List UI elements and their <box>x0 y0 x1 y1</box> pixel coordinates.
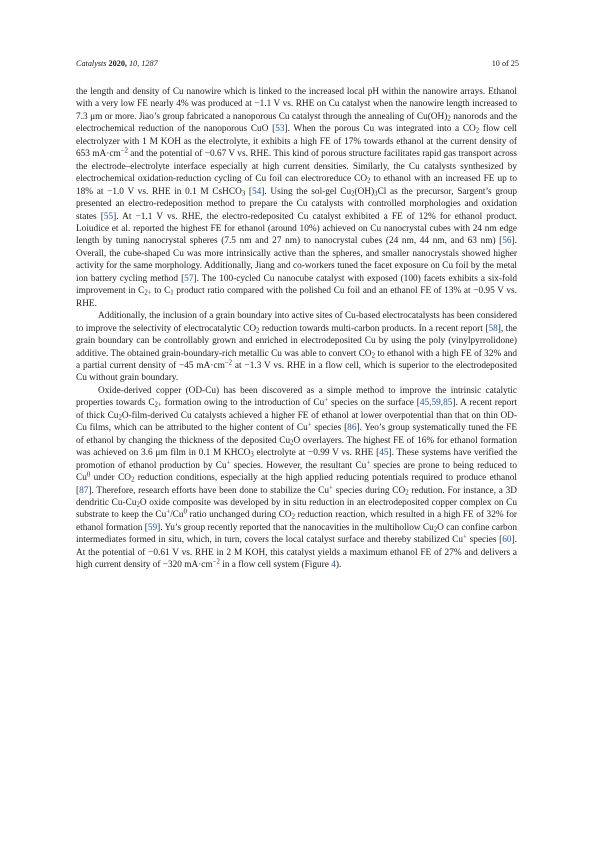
text-run: [ <box>245 186 252 197</box>
subscript: 2 <box>475 127 480 135</box>
subscript: 2 <box>118 414 122 422</box>
subscript: 2+ <box>144 289 152 297</box>
text-run: to ethanol with a high FE of 32% and a partial current density of −45 mA·cm <box>76 348 517 371</box>
subscript: 2 <box>351 190 355 198</box>
citation-link[interactable]: 57 <box>184 273 194 284</box>
text-run: in a flow cell system (Figure <box>219 560 332 571</box>
citation-link[interactable]: 59 <box>147 522 158 533</box>
subscript: 2 <box>136 501 140 509</box>
superscript: + <box>366 459 371 467</box>
text-run: Cl as the precursor, Sargent’s group presented an electro-redeposition method to prepare the Cu catalysts with controlled morphologies and oxidation states [ <box>76 186 518 222</box>
superscript: + <box>166 508 171 516</box>
text-run: to C <box>151 286 171 297</box>
text-run: species are prone to being reduced to Cu <box>76 460 517 484</box>
subscript: 2 <box>130 476 135 484</box>
text-run: nanorods and the electrochemical reduction of the nanoporous CuO [ <box>76 111 517 135</box>
text-run: species during CO <box>332 485 406 496</box>
citation-link[interactable]: 56 <box>502 236 512 247</box>
text-run: Additionally, the inclusion of a grain boundary into active sites of Cu-based electrocatalysts has been considered to improve the selectivity of electrocatalytic CO <box>76 311 517 334</box>
text-run: ]. Yeo’s group systematically tuned the FE of ethanol by changing the thickness of the deposited Cu <box>76 423 518 446</box>
citation-link[interactable]: 45,59,85 <box>419 398 453 409</box>
text-run: O-film-derived Cu catalysts achieved a higher FE of ethanol at lower overpotential than that on thin OD-Cu films, which can be attributed to the higher content of Cu <box>76 410 517 434</box>
article-body <box>76 86 517 572</box>
citation-link[interactable]: 53 <box>275 124 285 135</box>
text-run: ]. Overall, the cube-shaped Cu was more intrinsically active than the spheres, and smaller nanocrystals showed higher activity for the same morphology. Additionally, Jiang and co-workers tuned the facet exposure on Cu foil by the metal ion battery cycling method [ <box>76 236 517 284</box>
text-run: ). <box>335 560 342 571</box>
text-run: species [ <box>466 535 503 546</box>
subscript: 1 <box>170 289 174 297</box>
text-run: species [ <box>311 423 348 434</box>
body-paragraph <box>76 310 517 385</box>
text-run: to ethanol with an increased FE up to 18% at −1.0 V vs. RHE in 0.1 M CsHCO <box>76 174 517 197</box>
subscript: 2 <box>405 489 409 496</box>
journal-year: 2020, <box>108 58 127 68</box>
text-run: /Cu <box>170 510 184 521</box>
superscript: −2 <box>224 359 233 367</box>
text-run: species. However, the resultant Cu <box>230 460 367 471</box>
text-run: product ratio compared with the polished Cu foil and an ethanol FE of 13% at −0.95 V vs. RHE. <box>76 286 517 309</box>
text-run: O can confine carbon intermediates formed in situ, which, in turn, covers the local catalyst surface and thereby stabilized Cu <box>76 522 517 546</box>
text-run: ]. These systems have verified the promotion of ethanol production by Cu <box>76 448 517 471</box>
citation-link[interactable]: 4 <box>331 560 336 571</box>
body-paragraph <box>76 86 517 310</box>
text-run: ], the grain boundary can be controllably grown and enriched in electrodeposited Cu by using the poly (vinylpyrrolidone) additive. The obtained grain-boundary-rich metallic Cu was able to convert CO <box>76 323 517 359</box>
text-run: and the potential of −0.67 V vs. RHE. This kind of porous structure facilitates rapid gas transport across the electrode–electrolyte interface especially at high current densities. Similarly, the Cu catalysts synthesized by electrochemical oxidation-reduction cycling of Cu foil can electroreduce CO <box>76 149 518 185</box>
text-run: formation owing to the introduction of Cu <box>161 398 325 409</box>
journal-volume: 10, <box>129 58 140 68</box>
subscript: 2 <box>433 526 438 534</box>
subscript: 2 <box>290 439 294 447</box>
citation-link[interactable]: 45 <box>379 448 389 459</box>
text-run: O overlayers. The highest FE of 16% for ethanol formation was achieved on 3.6 μm film in 0.1 M KHCO <box>76 435 517 459</box>
superscript: + <box>329 484 333 491</box>
journal-name: Catalysts <box>76 58 107 68</box>
superscript: −2 <box>212 558 220 566</box>
text-run: under CO <box>90 473 131 484</box>
text-run: O oxide composite was developed by in situ reduction in an electrodeposited copper complex on Cu substrate to keep the Cu <box>76 497 517 521</box>
page-number: 10 of 25 <box>491 58 519 68</box>
subscript: 2+ <box>154 401 162 409</box>
text-run: the length and density of Cu nanowire which is linked to the increased local pH within the nanowire arrays. Ethanol with a very low FE nearly 4% was produced at −1.1 V vs. RHE on Cu catalyst when the nanowire length increased to 7.3 μm or more. Jiao’s group fabricated a nanoporous Cu catalyst through the annealing of Cu(OH) <box>76 87 517 122</box>
citation-link[interactable]: 87 <box>79 485 89 496</box>
text-run: ]. The 100-cycled Cu nanocube catalyst with exposed (100) facets exhibits a six-fold improvement in C <box>76 273 517 297</box>
superscript: + <box>307 421 312 429</box>
text-run: ]. At −1.1 V vs. RHE, the electro-redeposited Cu catalyst exhibited a FE of 12% for ethanol product. Loiudice et al. reported the highest FE for ethanol (around 10%) achieved on Cu nanocrystal cubes with 24 nm edge length by tuning nanocrystal spheres (7.5 nm and 27 nm) to nanocrystal cubes (24 nm, 44 nm, and 63 nm) [ <box>76 211 517 247</box>
citation-link[interactable]: 55 <box>103 211 114 222</box>
subscript: 3 <box>241 190 246 198</box>
subscript: 3 <box>374 190 378 198</box>
citation-link[interactable]: 86 <box>347 423 357 434</box>
text-run: ]. When the porous Cu was integrated into a CO <box>284 124 476 135</box>
journal-citation <box>76 59 158 68</box>
text-run: reduction reaction, which resulted in a high FE of 32% for ethanol formation [ <box>76 510 517 533</box>
page-header <box>76 57 519 69</box>
text-run: (OH) <box>354 186 375 197</box>
text-run: electrolyte at −0.99 V vs. RHE [ <box>253 448 380 459</box>
text-run: reduction conditions, especially at the high applied reducing potentials required to produce ethanol [ <box>76 473 517 496</box>
superscript: −2 <box>120 147 128 155</box>
text-run: reduction towards multi-carbon products. In a recent report [ <box>259 323 489 334</box>
text-run: species on the surface [ <box>328 398 420 409</box>
superscript: 0 <box>183 508 187 516</box>
text-run: flow cell electrolyzer with 1 M KOH as the electrolyte, it exhibits a high FE of 17% towards ethanol at the current density of 653 mA·cm <box>76 124 518 160</box>
subscript: 2 <box>447 115 451 123</box>
superscript: + <box>324 396 329 404</box>
text-run: ratio unchanged during CO <box>186 510 292 521</box>
text-run: redution. For instance, a 3D dendritic Cu-Cu <box>76 485 517 508</box>
subscript: 2 <box>256 327 260 335</box>
citation-link[interactable]: 54 <box>252 186 262 197</box>
text-run: at −1.3 V vs. RHE in a flow cell, which is superior to the electrodeposited Cu without grain boundary. <box>76 360 517 384</box>
superscript: 0 <box>86 471 91 479</box>
subscript: 2 <box>291 513 296 521</box>
text-run: ]. Yu’s group recently reported that the nanocavities in the multihollow Cu <box>157 522 434 533</box>
subscript: 2 <box>367 177 371 185</box>
text-run: ]. Therefore, research efforts have been done to stabilize the Cu <box>88 485 330 496</box>
citation-link[interactable]: 58 <box>488 323 498 334</box>
citation-link[interactable]: 60 <box>502 535 512 546</box>
text-run: ]. A recent report of thick Cu <box>76 398 517 421</box>
text-run: ]. At the potential of −0.61 V vs. RHE in 2 M KOH, this catalyst yields a maximum ethanol FE of 27% and delivers a high current density of −320 mA·cm <box>76 535 517 571</box>
text-run: Oxide-derived copper (OD-Cu) has been discovered as a simple method to improve the intrinsic catalytic properties towards C <box>76 385 517 409</box>
text-run: ]. Using the sol-gel Cu <box>261 186 352 197</box>
superscript: + <box>226 459 231 467</box>
superscript: + <box>463 533 467 541</box>
subscript: 3 <box>250 451 254 459</box>
article-number: 1287 <box>141 58 158 68</box>
subscript: 2 <box>371 352 376 360</box>
body-paragraph <box>76 385 517 572</box>
